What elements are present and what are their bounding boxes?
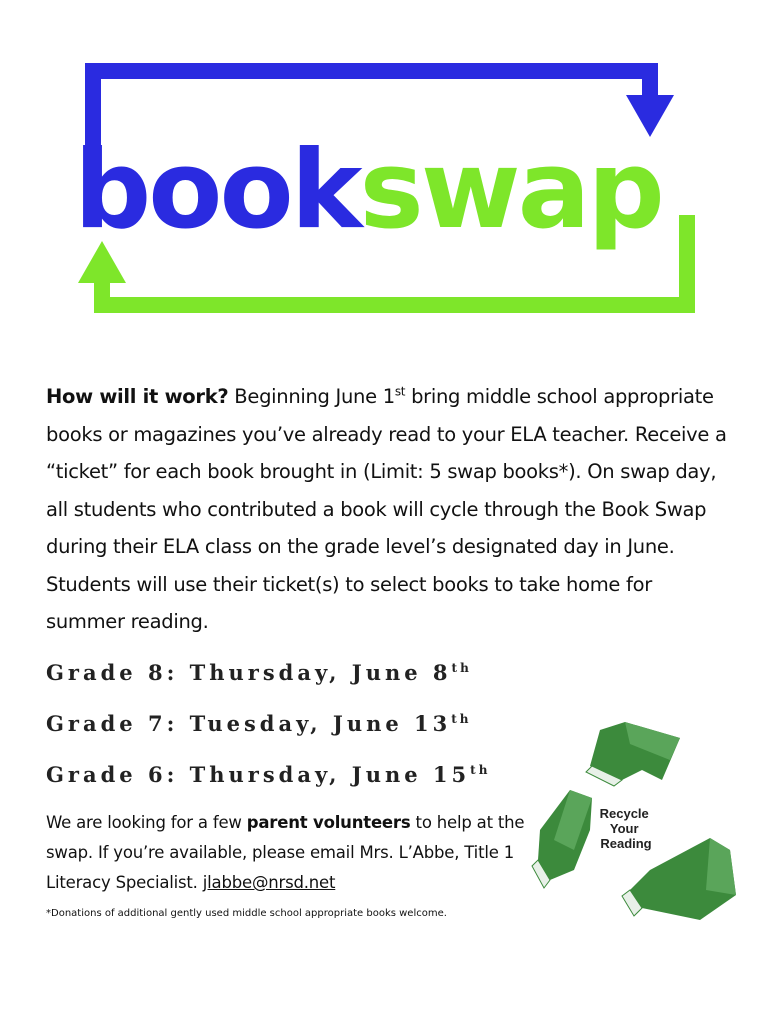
logo-word-swap: swap <box>359 128 662 253</box>
volunteer-post: to help at the swap. If you’re available, please email Mrs. L’Abbe, Title 1 Literacy Specialist. <box>46 813 525 892</box>
grade-6-date <box>46 762 490 787</box>
how-it-works-paragraph <box>46 378 736 641</box>
grade-7-sup: th <box>451 712 472 726</box>
grade-8-date <box>46 660 472 685</box>
volunteer-paragraph <box>46 808 536 898</box>
grade-7-date <box>46 711 472 736</box>
bookswap-logo <box>60 55 720 325</box>
email-link[interactable]: jlabbe@nrsd.net <box>202 873 336 892</box>
grade-7-text: Grade 7: Tuesday, June 13 <box>46 711 452 736</box>
intro-text-b: bring middle school appropriate books or magazines you’ve already read to your ELA teacher. Receive a “ticket” for each book brought in (Limit: 5 swap books*). On swap day, all students who contributed a book will cycle through the Book Swap during their ELA class on the grade level’s designated day in June. Students will use their ticket(s) to select books to take home for summer reading. <box>46 385 727 633</box>
recycle-reading-logo <box>530 720 750 925</box>
volunteer-bold: parent volunteers <box>246 813 411 832</box>
grade-8-text: Grade 8: Thursday, June 8 <box>46 660 452 685</box>
svg-text:Recycle Your Readi <box>600 806 653 851</box>
svg-text:bookswap <box>74 128 662 253</box>
logo-word-book: book <box>74 128 360 253</box>
recycle-line3: Reading <box>600 836 652 851</box>
grade-8-sup: th <box>451 661 472 675</box>
intro-text-a: Beginning June 1 <box>228 385 395 408</box>
grade-6-sup: th <box>470 763 491 777</box>
grade-6-text: Grade 6: Thursday, June 15 <box>46 762 471 787</box>
footnote: *Donations of additional gently used middle school appropriate books welcome. <box>46 908 447 919</box>
recycle-line2: Your <box>609 821 639 836</box>
intro-sup: st <box>394 384 406 399</box>
volunteer-pre: We are looking for a few <box>46 813 247 832</box>
recycle-line1: Recycle <box>599 806 649 821</box>
how-it-works-heading: How will it work? <box>46 385 229 408</box>
